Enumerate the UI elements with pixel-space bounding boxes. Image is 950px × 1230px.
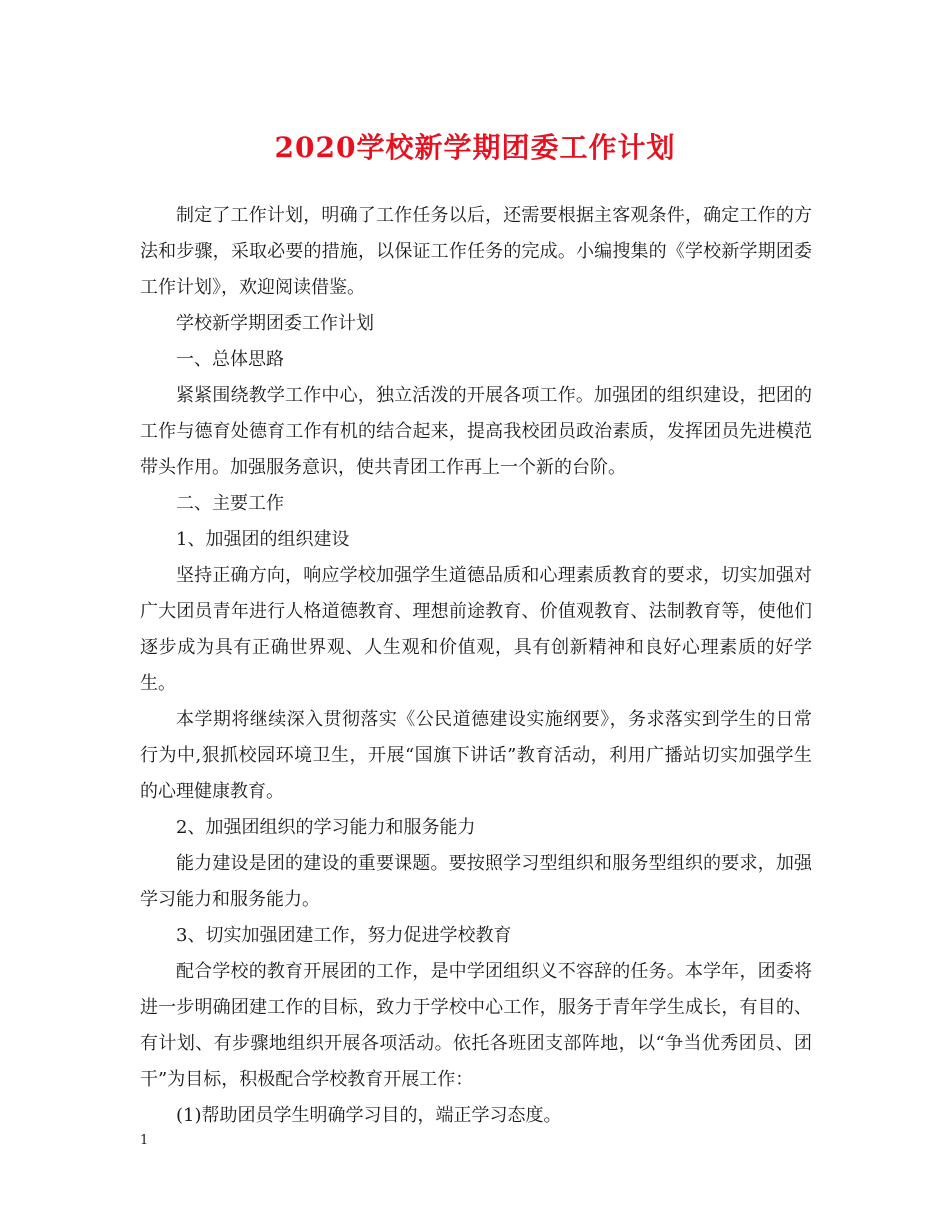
section-heading-overall: 一、总体思路 <box>176 349 284 370</box>
section-heading-main-work: 二、主要工作 <box>176 493 284 514</box>
moral-construction-paragraph: 本学期将继续深入贯彻落实《公民道德建设实施纲要》，务求落实到学生的日常行为中,狠抓校园环境卫生，开展“国旗下讲话”教育活动，利用广播站切实加强学生的心理健康教育。 <box>140 709 812 802</box>
subtitle-line: 学校新学期团委工作计划 <box>176 313 374 334</box>
learning-service-paragraph: 能力建设是团的建设的重要课题。要按照学习型组织和服务型组织的要求，加强学习能力和服务能力。 <box>140 853 812 910</box>
intro-paragraph: 制定了工作计划，明确了工作任务以后，还需要根据主客观条件，确定工作的方法和步骤，采取必要的措施，以保证工作任务的完成。小编搜集的《学校新学期团委工作计划》，欢迎阅读借鉴。 <box>140 205 812 298</box>
subheading-organization: 1、加强团的组织建设 <box>176 529 350 550</box>
subheading-learning-service: 2、加强团组织的学习能力和服务能力 <box>176 817 476 838</box>
list-item-1: (1)帮助团员学生明确学习目的，端正学习态度。 <box>176 1105 562 1126</box>
page-number: 1 <box>140 1133 149 1148</box>
document-title: 2020学校新学期团委工作计划 <box>274 131 676 164</box>
document-body <box>140 198 812 1134</box>
overall-paragraph: 紧紧围绕教学工作中心，独立活泼的开展各项工作。加强团的组织建设，把团的工作与德育处德育工作有机的结合起来，提高我校团员政治素质，发挥团员先进模范带头作用。加强服务意识，使共青团工作再上一个新的台阶。 <box>140 385 812 478</box>
organization-paragraph: 坚持正确方向，响应学校加强学生道德品质和心理素质教育的要求，切实加强对广大团员青年进行人格道德教育、理想前途教育、价值观教育、法制教育等，使他们逐步成为具有正确世界观、人生观和价值观，具有创新精神和良好心理素质的好学生。 <box>140 565 812 694</box>
league-building-paragraph: 配合学校的教育开展团的工作，是中学团组织义不容辞的任务。本学年，团委将进一步明确团建工作的目标，致力于学校中心工作，服务于青年学生成长，有目的、有计划、有步骤地组织开展各项活动。依托各班团支部阵地，以“争当优秀团员、团干”为目标，积极配合学校教育开展工作： <box>140 961 812 1090</box>
subheading-league-building: 3、切实加强团建工作，努力促进学校教育 <box>176 925 512 946</box>
